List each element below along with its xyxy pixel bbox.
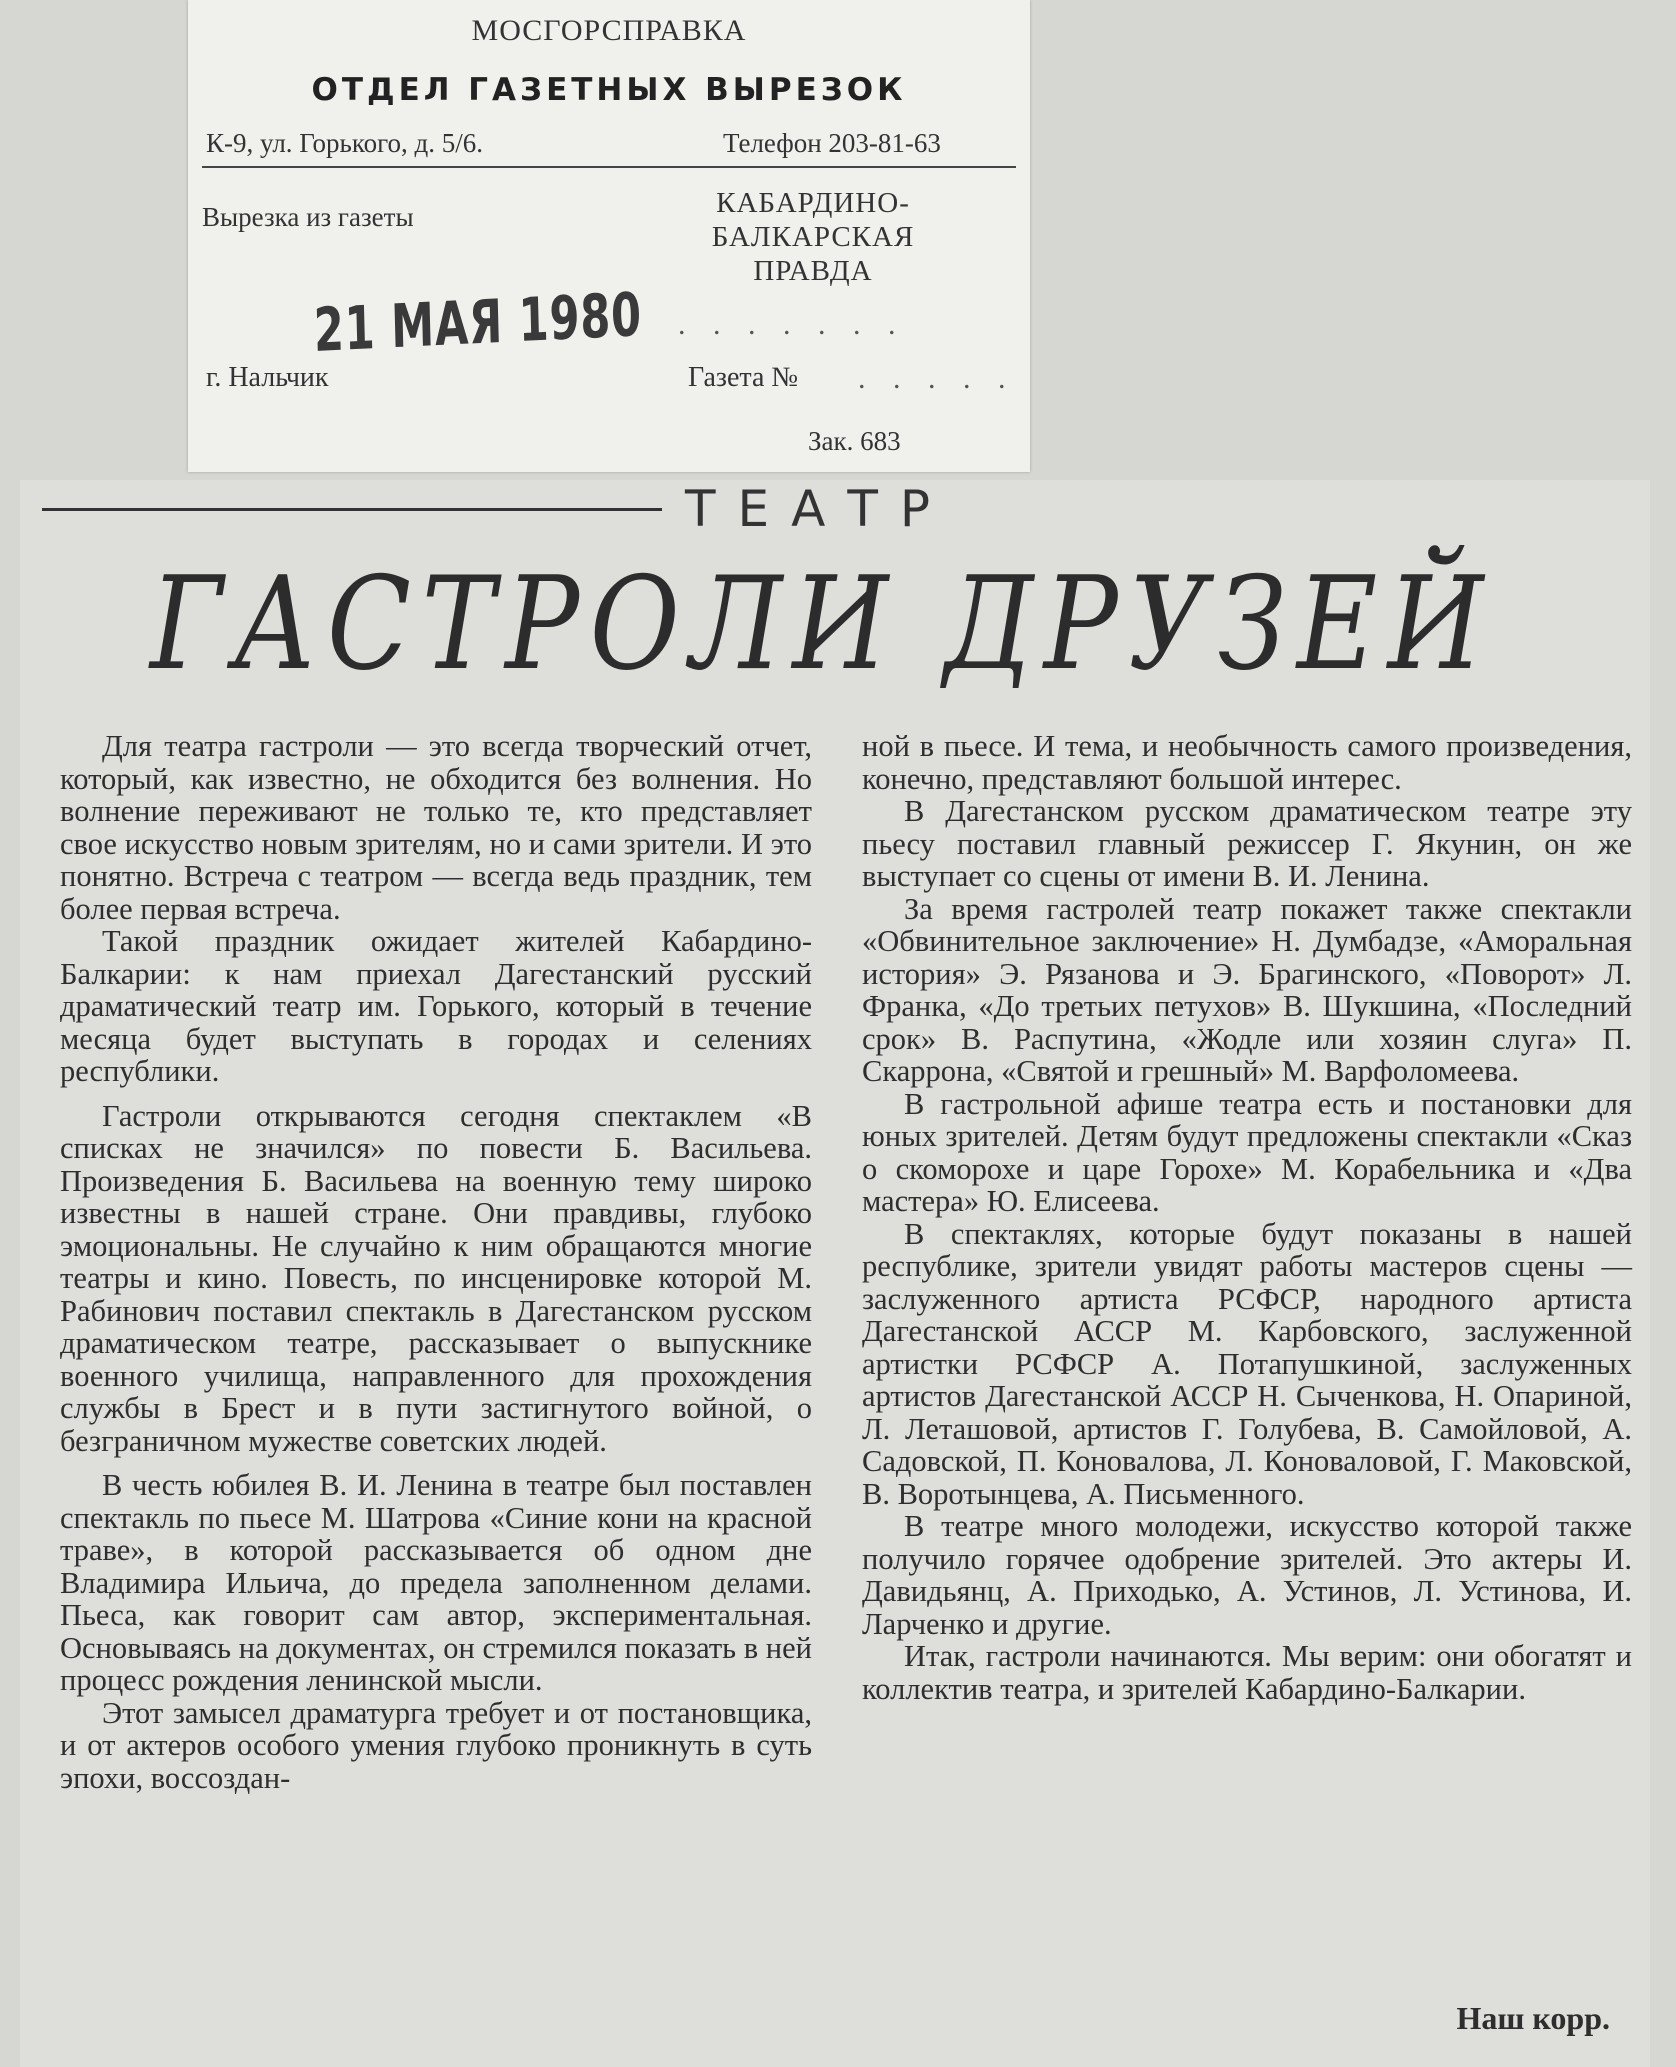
agency-name: МОСГОРСПРАВКА [471, 14, 747, 47]
gazeta-number-label: Газета № [688, 362, 799, 393]
paragraph: Такой праздник ожидает жителей Кабардино-Балкарии: к нам приехал Дагестанский русский драматический театр им. Горького, который в течение месяца будет выступать в городах и селениях республики. [60, 924, 812, 1088]
paragraph: ной в пьесе. И тема, и необычность самого произведения, конечно, представляют большой интерес. [862, 729, 1632, 796]
article-column-left [60, 730, 812, 1794]
rubric-rule [42, 508, 662, 511]
city-label: г. Нальчик [206, 362, 329, 393]
newspaper-name: КАБАРДИНО-БАЛКАРСКАЯ ПРАВДА [711, 187, 915, 287]
order-number: Зак. 683 [808, 426, 901, 456]
paragraph: В Дагестанском русском драматическом театре эту пьесу поставил главный режиссер Г. Якунин, он же выступает со сцены от имени В. И. Ленина. [862, 794, 1632, 893]
paragraph: Итак, гастроли начинаются. Мы верим: они обогатят и коллектив театра, и зрителей Кабардино-Балкарии. [862, 1639, 1632, 1706]
article-signature: Наш корр. [1456, 2000, 1610, 2036]
rubric-title: ТЕАТР [685, 480, 953, 538]
agency-phone: Телефон 203-81-63 [723, 128, 941, 158]
date-dots: . . . . . . . [678, 308, 906, 341]
paragraph: Для театра гастроли — это всегда творческий отчет, который, как известно, не обходится без волнения. Но волнение переживают не только те, кто представляет свое искусство новым зрителям, но и сами зрители. И это понятно. Встреча с театром — всегда ведь праздник, тем более первая встреча. [60, 729, 812, 926]
article-column-right [862, 730, 1632, 1705]
paragraph: В спектаклях, которые будут показаны в нашей республике, зрители увидят работы мастеров сцены — заслуженного артиста РСФСР, народного артиста Дагестанской АССР М. Карбовского, заслуженной артистки РСФСР А. Потапушкиной, заслуженных артистов Дагестанской АССР Н. Сыченкова, Н. Опариной, Л. Леташовой, артистов Г. Голубева, В. Самойловой, А. Садовской, П. Коновалова, Л. Коноваловой, Г. Маковской, В. Воротынцева, А. Письменного. [862, 1216, 1632, 1511]
header-divider [202, 166, 1016, 168]
paragraph: В театре много молодежи, искусство которой также получило горячее одобрение зрителей. Это актеры И. Давидьянц, А. Приходько, А. Устинов, Л. Устинова, И. Ларченко и другие. [862, 1509, 1632, 1641]
paragraph: Этот замысел драматурга требует и от постановщика, и от актеров особого умения глубоко проникнуть в суть эпохи, воссоздан- [60, 1695, 812, 1795]
newspaper-article [20, 480, 1650, 2067]
agency-address: К-9, ул. Горького, д. 5/6. [206, 128, 483, 158]
paragraph: В честь юбилея В. И. Ленина в театре был поставлен спектакль по пьесе М. Шатрова «Синие кони на красной траве», в которой рассказывается об одном дне Владимира Ильича, до предела заполненном делами. Пьеса, как говорит сам автор, экспериментальная. Основываясь на документах, он стремился показать в ней процесс рождения ленинской мысли. [60, 1468, 812, 1697]
clipping-label: Вырезка из газеты [202, 202, 414, 232]
department-name: ОТДЕЛ ГАЗЕТНЫХ ВЫРЕЗОК [311, 72, 907, 108]
date-stamp: 21 МАЯ 1980 [313, 280, 643, 366]
paragraph: Гастроли открываются сегодня спектаклем «В списках не значился» по повести Б. Васильева. Произведения Б. Васильева на военную тему широко известны в нашей стране. Они правдивы, глубоко эмоциональны. Не случайно к ним обращаются многие театры и кино. Повесть, по инсценировке которой М. Рабинович поставил спектакль в Дагестанском русском драматическом театре, рассказывает о выпускнике военного училища, направленного для прохождения службы в Брест и в пути застигнутого войной, о безграничном мужестве советских людей. [60, 1098, 812, 1458]
clipping-slip [188, 0, 1030, 472]
paragraph: В гастрольной афише театра есть и постановки для юных зрителей. Детям будут предложены спектакли «Сказ о скоморохе и царе Горохе» М. Корабельника и «Два мастера» Ю. Елисеева. [862, 1086, 1632, 1218]
gazeta-number-dots: . . . . . [858, 362, 1016, 395]
paragraph: За время гастролей театр покажет также спектакли «Обвинительное заключение» Н. Думбадзе, «Аморальная история» Э. Рязанова и Э. Брагинского, «Поворот» Л. Франка, «До третьих петухов» В. Шукшина, «Последний срок» В. Распутина, «Жодле или хозяин слуга» П. Скаррона, «Святой и грешный» М. Варфоломеева. [862, 891, 1632, 1088]
article-headline: ГАСТРОЛИ ДРУЗЕЙ [150, 550, 1494, 699]
